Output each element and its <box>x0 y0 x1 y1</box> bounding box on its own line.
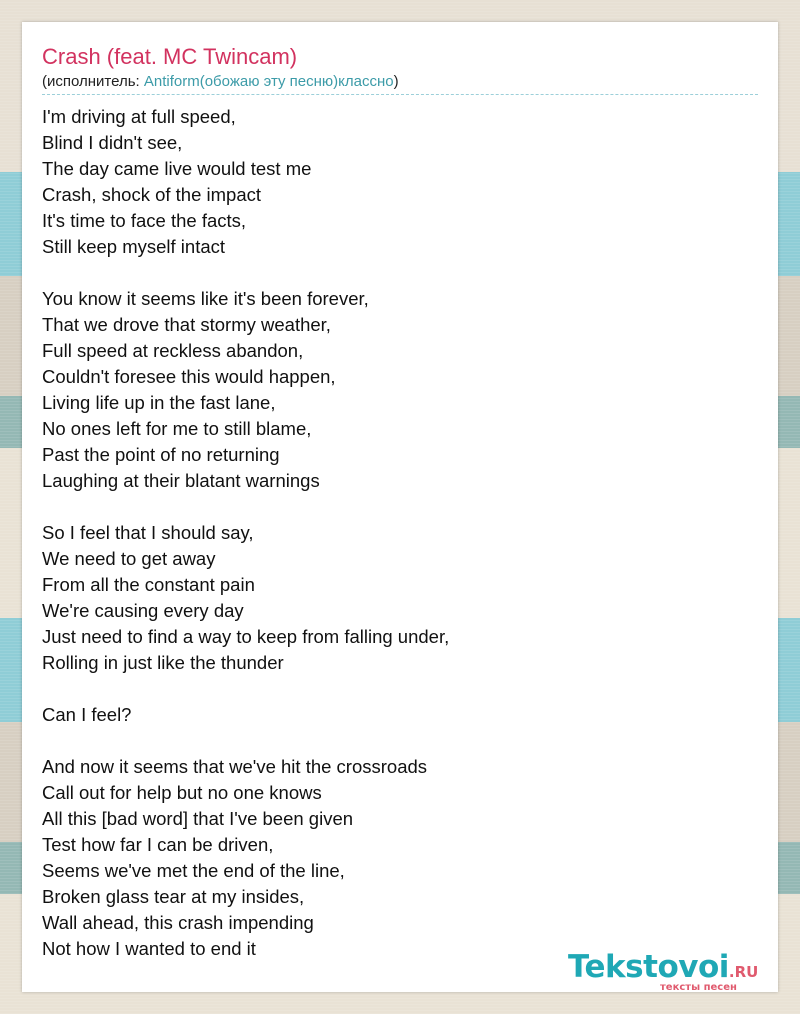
lyric-blank-line <box>42 728 742 754</box>
lyric-line: All this [bad word] that I've been given <box>42 808 354 829</box>
lyrics-card <box>22 22 778 992</box>
lyric-line: Living life up in the fast lane, <box>42 392 276 413</box>
logo-tagline: тексты песен <box>660 982 737 993</box>
lyric-blank-line <box>42 676 742 702</box>
lyric-line: Past the point of no returning <box>42 444 280 465</box>
logo-name: Tekstovoi <box>568 949 729 985</box>
lyric-line: No ones left for me to still blame, <box>42 418 312 439</box>
lyric-line: Blind I didn't see, <box>42 132 183 153</box>
lyric-line: We're causing every day <box>42 600 244 621</box>
artist-link[interactable]: Antiform(обожаю эту песню)классно <box>143 73 394 90</box>
lyric-line: Just need to find a way to keep from falling under, <box>42 626 450 647</box>
lyric-line: The day came live would test me <box>42 158 312 179</box>
lyric-blank-line <box>42 494 742 520</box>
lyric-line: Full speed at reckless abandon, <box>42 340 304 361</box>
lyric-line: From all the constant pain <box>42 574 255 595</box>
lyric-line: Not how I wanted to end it <box>42 938 256 959</box>
logo-tld: .RU <box>728 963 759 981</box>
song-title: Crash (feat. MC Twincam) <box>42 44 298 69</box>
lyric-line: I'm driving at full speed, <box>42 106 236 127</box>
lyric-line: It's time to face the facts, <box>42 210 247 231</box>
lyric-line: Wall ahead, this crash impending <box>42 912 314 933</box>
artist-suffix: ) <box>393 73 399 90</box>
lyric-line: Seems we've met the end of the line, <box>42 860 345 881</box>
lyric-line: Crash, shock of the impact <box>42 184 262 205</box>
lyric-line: And now it seems that we've hit the crossroads <box>42 756 428 777</box>
lyric-line: That we drove that stormy weather, <box>42 314 331 335</box>
lyric-line: Rolling in just like the thunder <box>42 652 284 673</box>
lyric-line: Still keep myself intact <box>42 236 226 257</box>
lyric-line: Test how far I can be driven, <box>42 834 274 855</box>
lyric-line: Laughing at their blatant warnings <box>42 470 320 491</box>
lyric-line: Call out for help but no one knows <box>42 782 322 803</box>
lyric-line: You know it seems like it's been forever, <box>42 288 369 309</box>
lyrics-text <box>42 104 742 962</box>
lyric-line: Couldn't foresee this would happen, <box>42 366 336 387</box>
lyric-line: So I feel that I should say, <box>42 522 254 543</box>
lyric-line: Can I feel? <box>42 704 132 725</box>
site-logo[interactable] <box>568 948 778 996</box>
lyric-blank-line <box>42 260 742 286</box>
lyric-line: Broken glass tear at my insides, <box>42 886 305 907</box>
artist-line <box>42 72 758 95</box>
artist-prefix: (исполнитель: <box>42 73 144 90</box>
lyric-line: We need to get away <box>42 548 216 569</box>
